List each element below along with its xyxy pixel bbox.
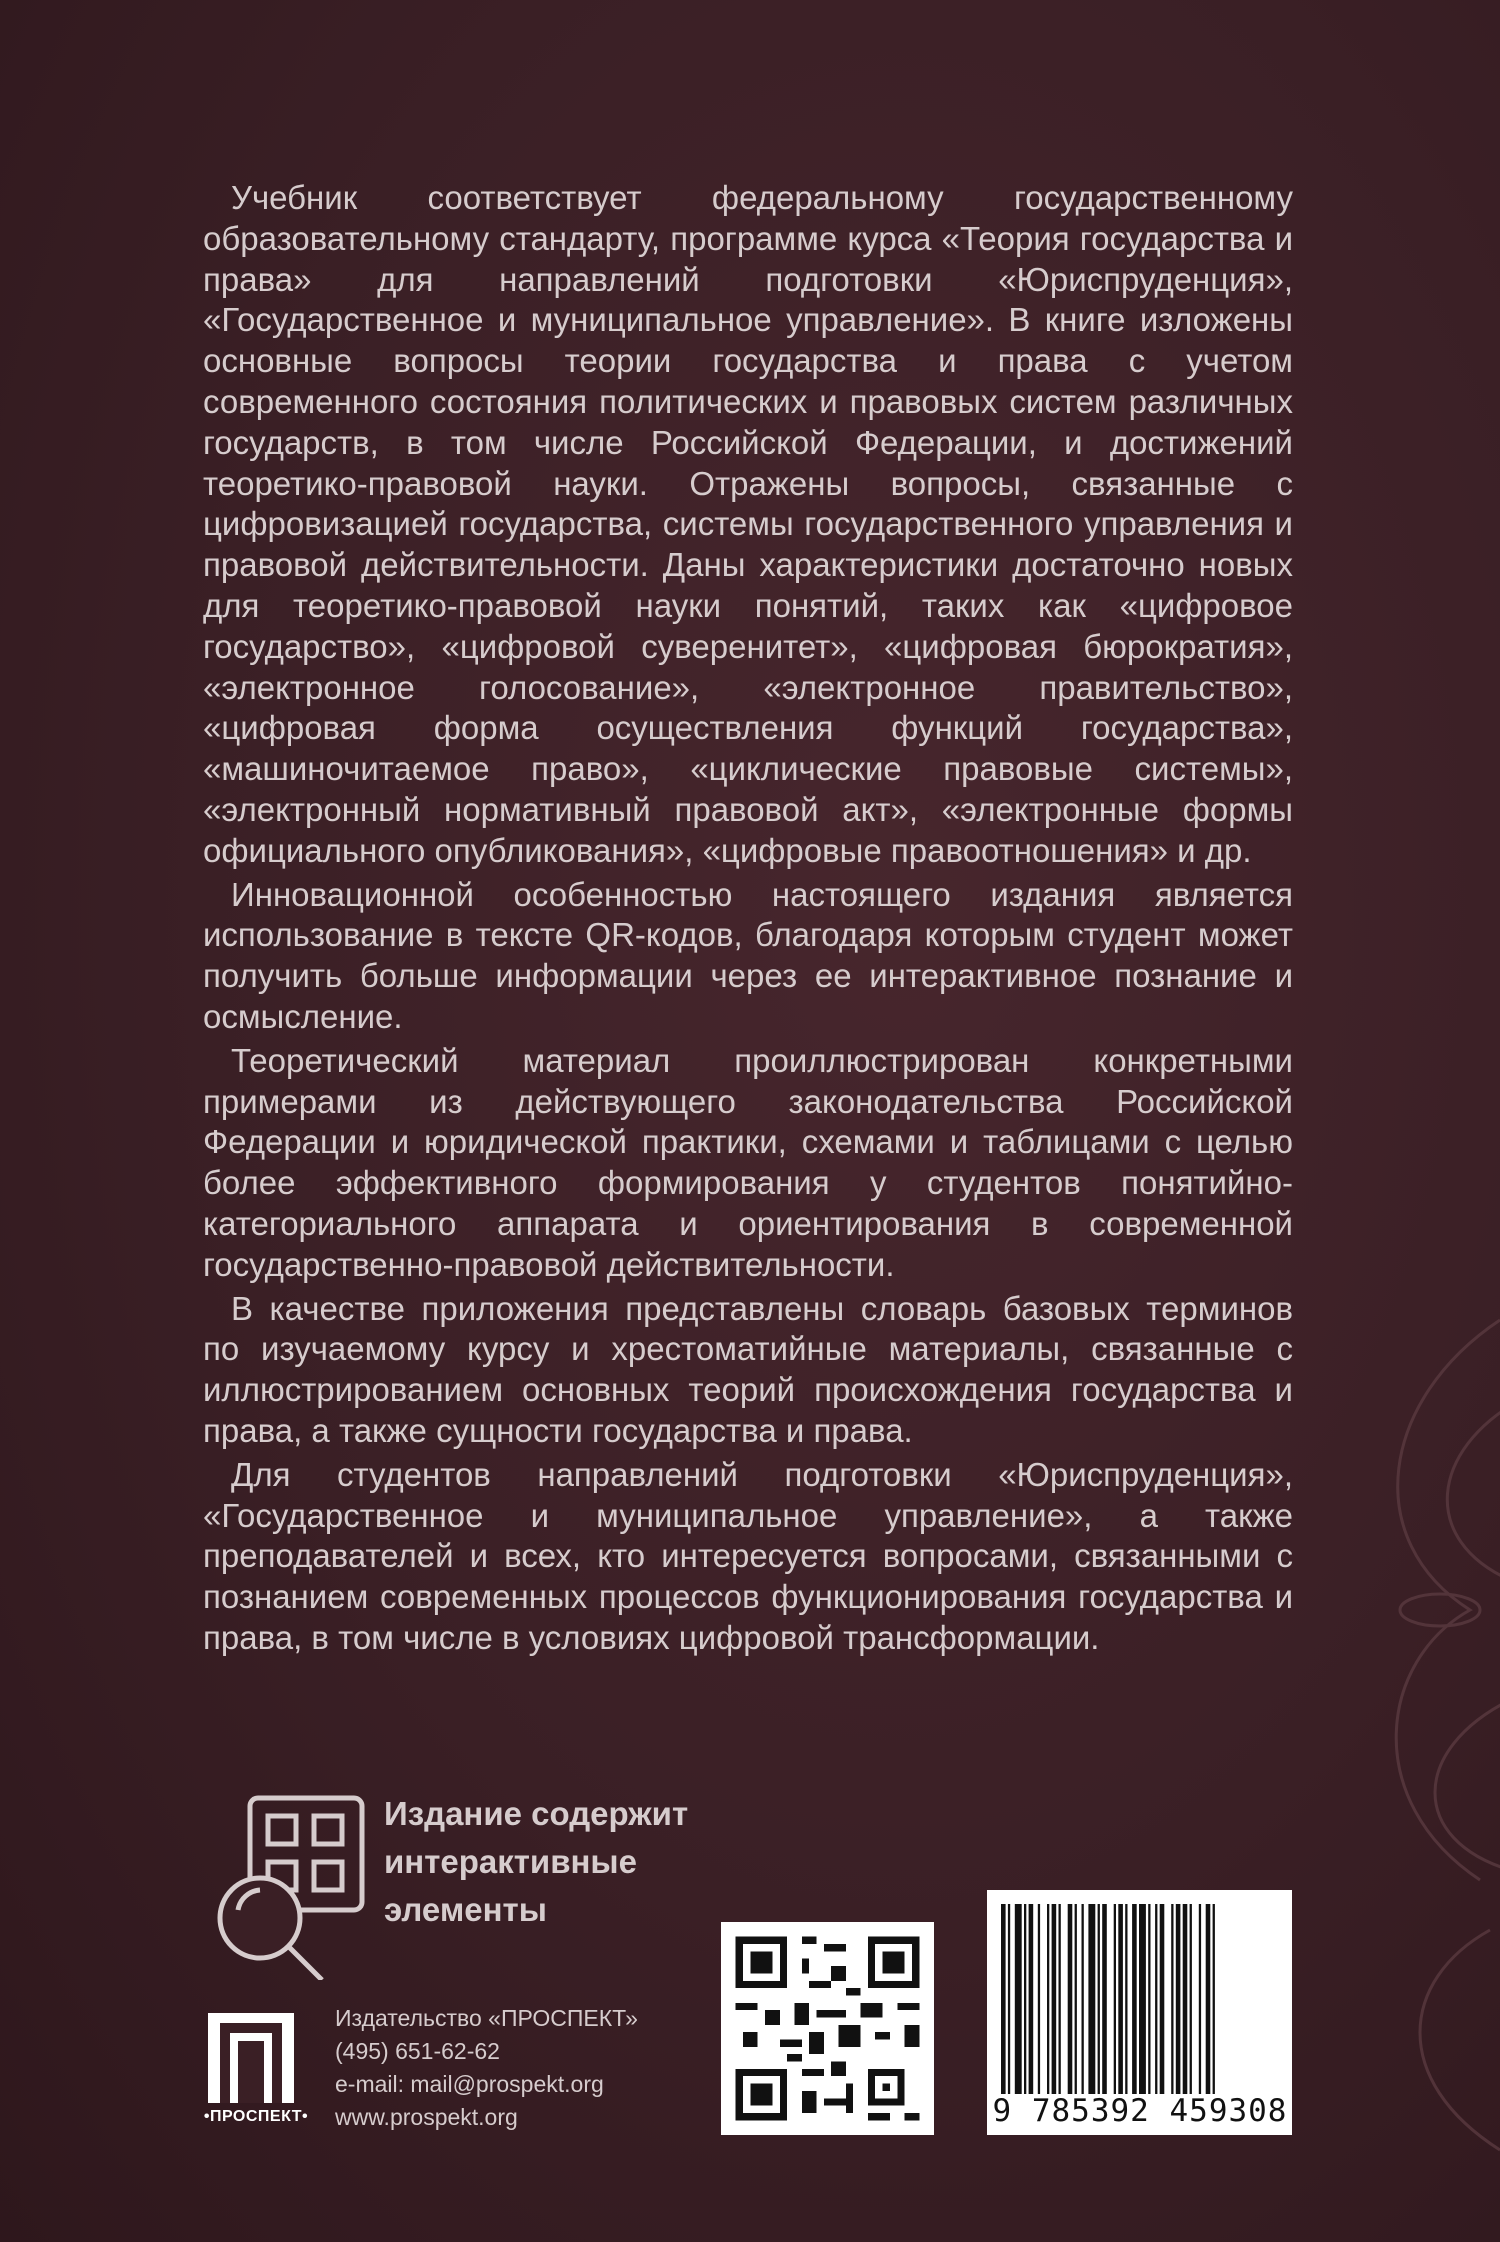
annotation-paragraph: Для студентов направлений подготовки «Юриспруденция», «Государственное и муниципальное управление», а также преподавателей и всех, кто интересуется вопросами, связанными с познанием современных процессов функционирования государства и права, в том числе в условиях цифровой трансформации. bbox=[203, 1455, 1293, 1656]
barcode-bar bbox=[1075, 1904, 1077, 2094]
qr-magnifier-icon bbox=[210, 1790, 370, 1980]
barcode-bar bbox=[1047, 1904, 1049, 2094]
barcode-bar bbox=[1118, 1904, 1123, 2094]
barcode-bar bbox=[1029, 1904, 1034, 2094]
barcode-bar bbox=[1190, 1904, 1192, 2094]
barcode-bar bbox=[1015, 1904, 1022, 2094]
barcode-bar bbox=[1008, 1904, 1010, 2094]
annotation-paragraph: Инновационной особенностью настоящего издания является использование в тексте QR-кодов, благодаря которым студент может получить больше информации через ее интерактивное познание и осмысление. bbox=[203, 875, 1293, 1035]
annotation-paragraph: Учебник соответствует федеральному государственному образовательному стандарту, программе курса «Теория государства и права» для направлений подготовки «Юриспруденция», «Государственное и муниципальное управление». В книге изложены основные вопросы теории государства и права с учетом современного состояния политических и правовых систем различных государств, в том числе Российской Федерации, и достижений теоретико-правовой науки. Отражены вопросы, связанные с цифровизацией государства, системы государственного управления и правовой действительности. Даны характеристики достаточно новых для теоретико-правовой науки понятий, таких как «цифровое государство», «цифровой суверенитет», «цифровая бюрократия», «электронное голосование», «электронное правительство», «цифровая форма осуществления функций государства», «машиночитаемое право», «циклические правовые системы», «электронный нормативный правовой акт», «электронные формы официального опубликования», «цифровые правоотношения» и др. bbox=[203, 179, 1293, 869]
barcode-bar bbox=[1125, 1904, 1127, 2094]
barcode-digits: 9 785392 459308 bbox=[992, 2093, 1288, 2129]
publisher-logo-label: •ПРОСПЕКТ• bbox=[203, 2108, 309, 2125]
barcode-bar bbox=[1038, 1904, 1040, 2094]
barcode-bar bbox=[1171, 1904, 1173, 2094]
publisher-contacts bbox=[335, 2002, 638, 2134]
interactive-notice-text bbox=[384, 1790, 784, 1934]
barcode-bar bbox=[1059, 1904, 1061, 2094]
barcode-bar bbox=[1139, 1904, 1146, 2094]
barcode-bar bbox=[1114, 1904, 1116, 2094]
barcode-bar bbox=[1132, 1904, 1137, 2094]
barcode-bar bbox=[1024, 1904, 1026, 2094]
qr-code[interactable] bbox=[721, 1922, 934, 2135]
barcode-bar bbox=[1098, 1904, 1100, 2094]
barcode-bar bbox=[1155, 1904, 1157, 2094]
barcode-bar bbox=[1088, 1904, 1095, 2094]
barcode-bar bbox=[1001, 1904, 1006, 2094]
interactive-notice-line: элементы bbox=[384, 1891, 547, 1928]
annotation-text bbox=[203, 178, 1293, 1662]
annotation-paragraph: Теоретический материал проиллюстрирован конкретными примерами из действующего законодательства Российской Федерации и юридической практики, схемами и таблицами с целью более эффективного формирования у студентов понятийно-категориального аппарата и ориентирования в современной государственно-правовой действительности. bbox=[203, 1041, 1293, 1283]
barcode-bar bbox=[1160, 1904, 1165, 2094]
interactive-notice-line: интерактивные bbox=[384, 1843, 637, 1880]
annotation-paragraph: В качестве приложения представлены словарь базовых терминов по изучаемому курсу и хрестоматийные материалы, связанные с иллюстрированием основных теорий происхождения государства и права, а также сущности государства и права. bbox=[203, 1289, 1293, 1449]
interactive-notice-line: Издание содержит bbox=[384, 1795, 689, 1832]
barcode-bar bbox=[1102, 1904, 1107, 2094]
barcode-bar bbox=[1068, 1904, 1073, 2094]
barcode-bar bbox=[1213, 1904, 1215, 2094]
barcode-bar bbox=[1052, 1904, 1057, 2094]
barcode-bar bbox=[1082, 1904, 1084, 2094]
barcode-bar bbox=[1183, 1904, 1188, 2094]
barcode-bar bbox=[1148, 1904, 1150, 2094]
publisher-phone: (495) 651-62-62 bbox=[335, 2038, 500, 2064]
barcode-bar bbox=[1176, 1904, 1181, 2094]
publisher-name: Издательство «ПРОСПЕКТ» bbox=[335, 2005, 638, 2031]
publisher-email: e-mail: mail@prospekt.org bbox=[335, 2071, 604, 2097]
barcode-bar bbox=[1199, 1904, 1201, 2094]
decorative-ornament bbox=[1320, 1280, 1500, 2180]
barcode-bar bbox=[1206, 1904, 1211, 2094]
publisher-website: www.prospekt.org bbox=[335, 2104, 518, 2130]
